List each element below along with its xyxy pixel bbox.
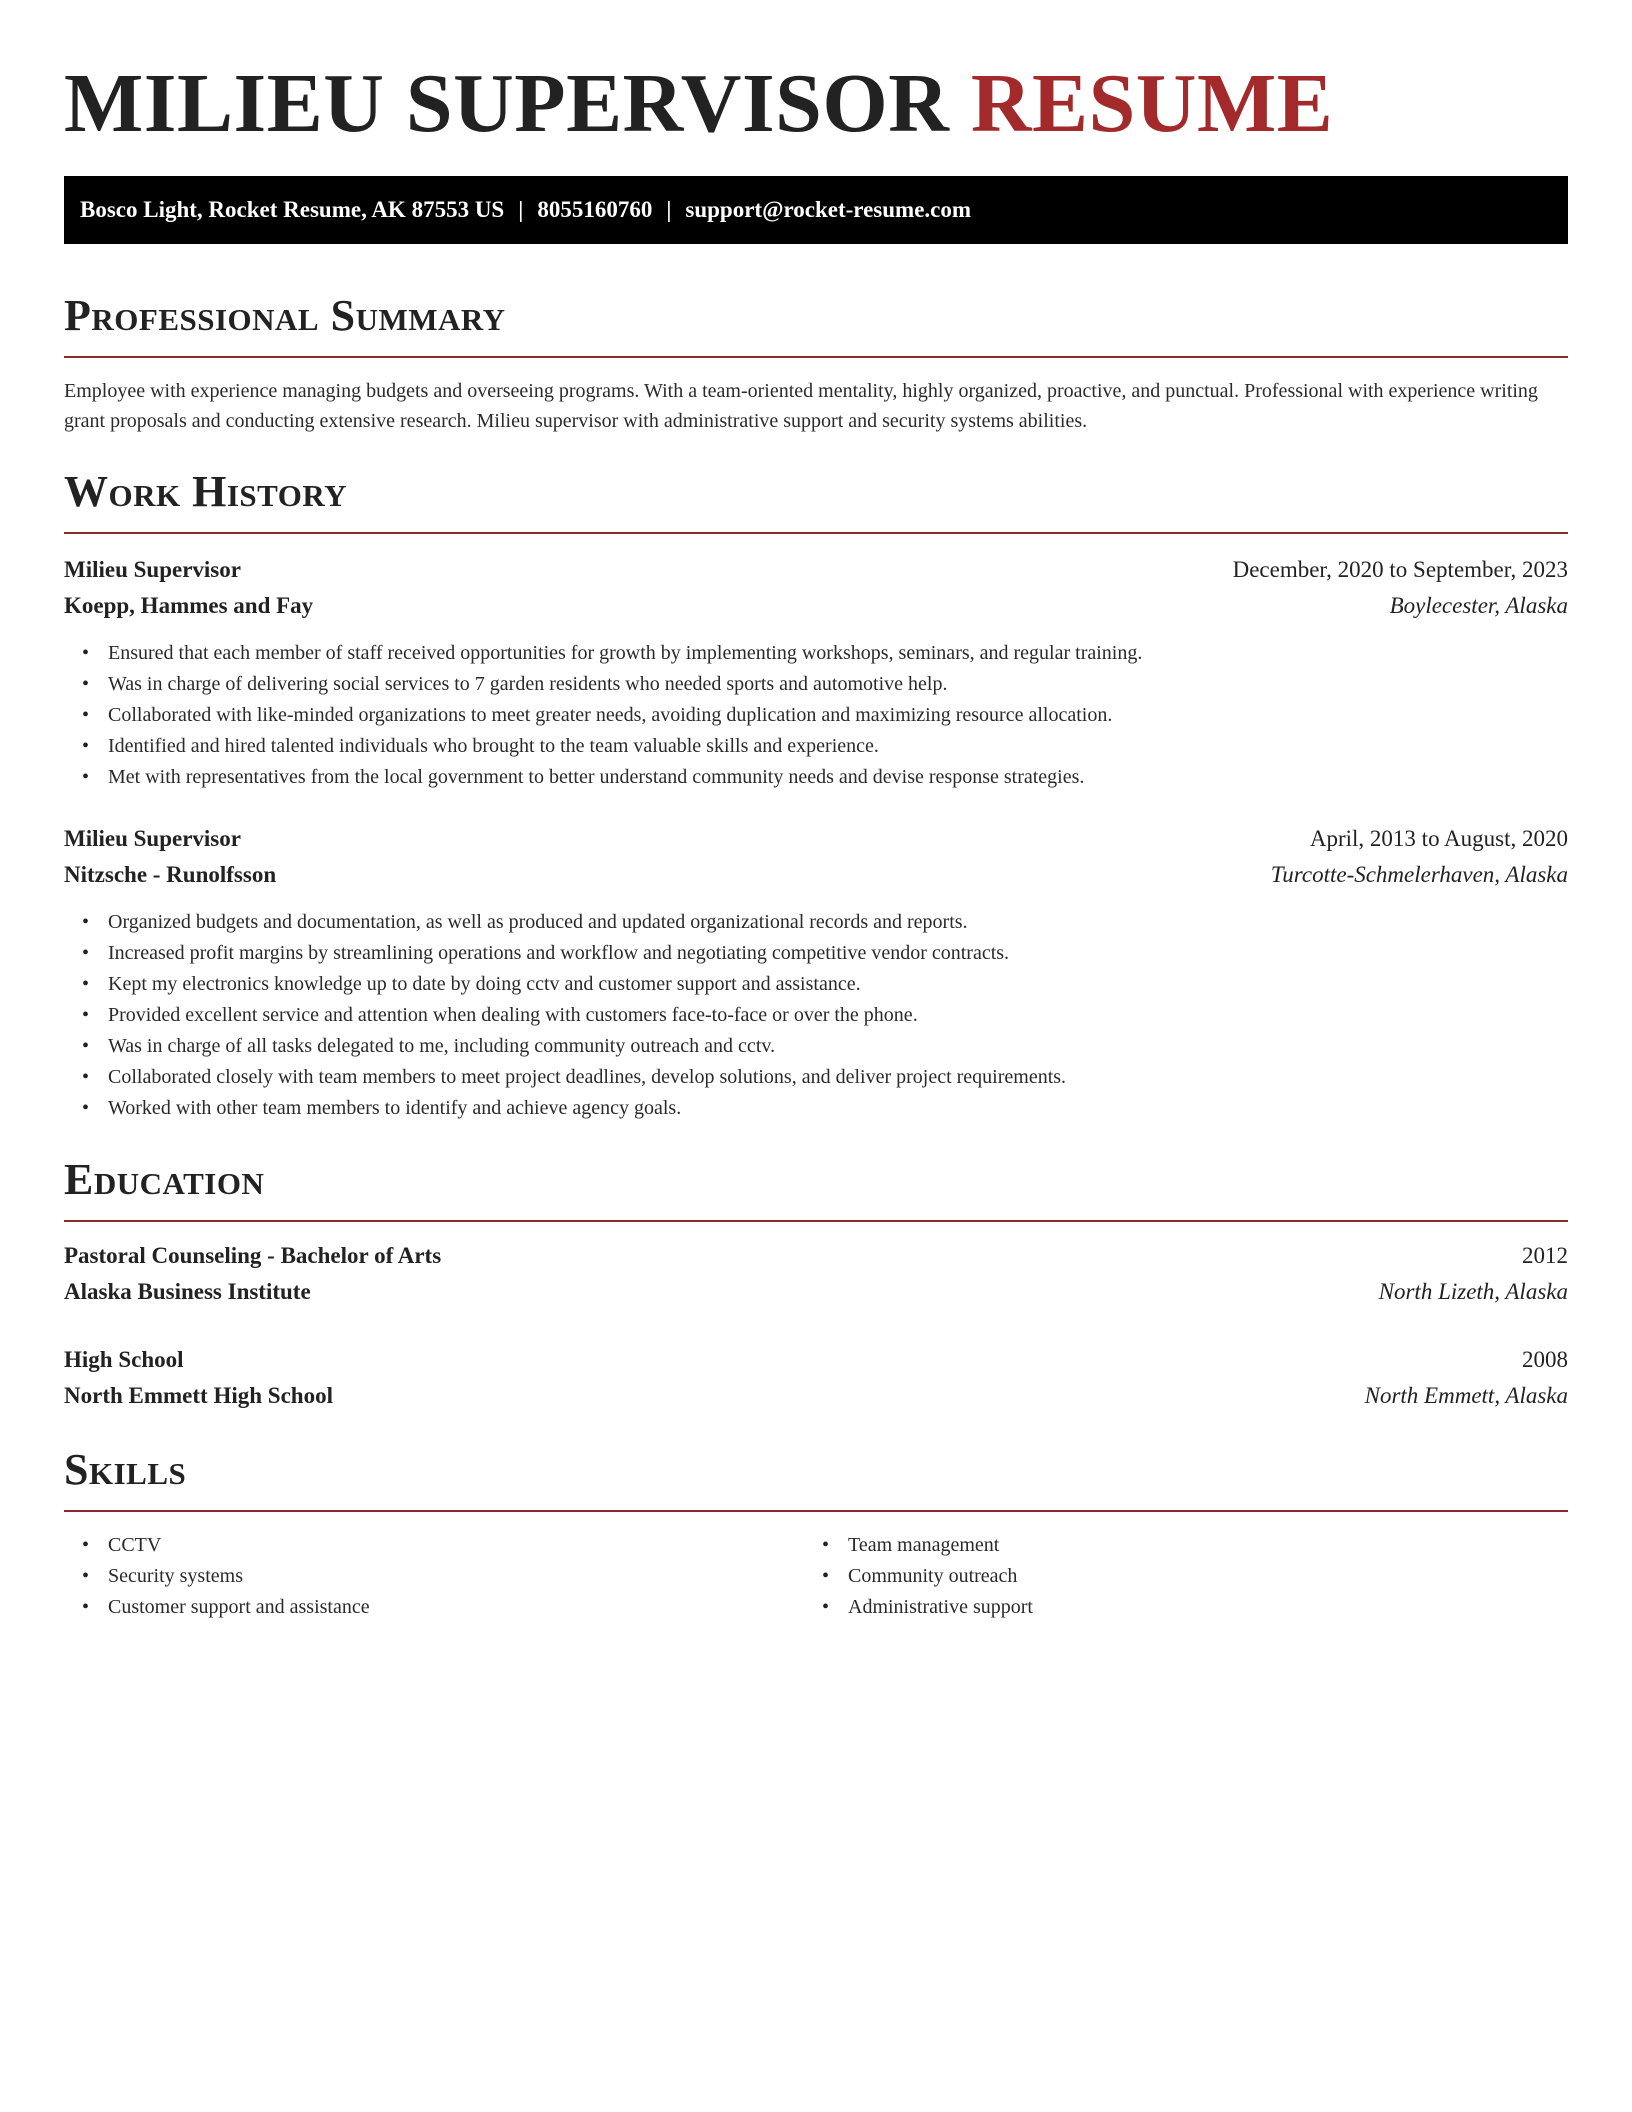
job-duties-list xyxy=(64,638,1568,793)
contact-address: Bosco Light, Rocket Resume, AK 87553 US xyxy=(80,197,505,222)
job-title: Milieu Supervisor xyxy=(64,557,241,582)
summary-text: Employee with experience managing budgets and overseeing programs. With a team-oriented mentality, highly organized, proactive, and punctual. Professional with experience writing grant proposals and conducting extensive research. Milieu supervisor with administrative support and security systems abilities. xyxy=(64,380,1538,432)
skills-column-left xyxy=(64,1530,804,1623)
school-location: North Lizeth, Alaska xyxy=(1378,1279,1568,1304)
work-entry-subheader xyxy=(64,588,1568,624)
list-item: • Organized budgets and documentation, as well as produced and updated organizational records and reports. xyxy=(108,907,1568,938)
skill-item: • Administrative support xyxy=(848,1592,1544,1623)
summary-heading: Professional Summary xyxy=(64,290,1568,358)
list-item: • Worked with other team members to identify and achieve agency goals. xyxy=(108,1093,1568,1124)
school-name: Alaska Business Institute xyxy=(64,1279,311,1304)
contact-phone: 8055160760 xyxy=(537,197,653,222)
list-item: • Collaborated closely with team members to meet project deadlines, develop solutions, and deliver project requirements. xyxy=(108,1062,1568,1093)
list-item: • Increased profit margins by streamlining operations and workflow and negotiating competitive vendor contracts. xyxy=(108,938,1568,969)
work-entry-header xyxy=(64,552,1568,588)
work-entry xyxy=(64,821,1568,1124)
list-item: • Provided excellent service and attention when dealing with customers face-to-face or over the phone. xyxy=(108,1000,1568,1031)
school-location: North Emmett, Alaska xyxy=(1364,1383,1568,1408)
graduation-year: 2012 xyxy=(1522,1243,1568,1268)
education-entry-header xyxy=(64,1238,1568,1274)
job-location: Turcotte-Schmelerhaven, Alaska xyxy=(1270,862,1568,887)
graduation-year: 2008 xyxy=(1522,1347,1568,1372)
education-entry xyxy=(64,1342,1568,1414)
work-entry xyxy=(64,552,1568,793)
degree-name: Pastoral Counseling - Bachelor of Arts xyxy=(64,1243,442,1268)
degree-name: High School xyxy=(64,1347,184,1372)
list-item: • Met with representatives from the local government to better understand community needs and devise response strategies. xyxy=(108,762,1568,793)
skills-column-right xyxy=(804,1530,1544,1623)
work-history-heading: Work History xyxy=(64,466,1568,534)
skill-item: • Security systems xyxy=(108,1561,804,1592)
education-heading: Education xyxy=(64,1154,1568,1222)
company-name: Nitzsche - Runolfsson xyxy=(64,862,277,887)
work-entry-subheader xyxy=(64,857,1568,893)
list-item: • Collaborated with like-minded organizations to meet greater needs, avoiding duplication and maximizing resource allocation. xyxy=(108,700,1568,731)
skills-list xyxy=(804,1530,1544,1623)
list-item: • Was in charge of all tasks delegated to me, including community outreach and cctv. xyxy=(108,1031,1568,1062)
resume-title xyxy=(64,0,1568,152)
skills-heading: Skills xyxy=(64,1444,1568,1512)
school-name: North Emmett High School xyxy=(64,1383,333,1408)
skill-item: • Customer support and assistance xyxy=(108,1592,804,1623)
list-item: • Kept my electronics knowledge up to date by doing cctv and customer support and assistance. xyxy=(108,969,1568,1000)
title-accent: RESUME xyxy=(970,57,1334,150)
education-entry-subheader xyxy=(64,1274,1568,1310)
skill-item: • Team management xyxy=(848,1530,1544,1561)
company-name: Koepp, Hammes and Fay xyxy=(64,593,314,618)
resume-page xyxy=(64,0,1568,1623)
education-entry xyxy=(64,1238,1568,1310)
contact-separator: | xyxy=(518,197,524,222)
skills-grid xyxy=(64,1530,1568,1623)
skill-item: • Community outreach xyxy=(848,1561,1544,1592)
list-item: • Identified and hired talented individuals who brought to the team valuable skills and experience. xyxy=(108,731,1568,762)
contact-separator: | xyxy=(666,197,672,222)
list-item: • Ensured that each member of staff received opportunities for growth by implementing workshops, seminars, and regular training. xyxy=(108,638,1568,669)
job-location: Boylecester, Alaska xyxy=(1389,593,1568,618)
education-entry-subheader xyxy=(64,1378,1568,1414)
contact-bar xyxy=(64,176,1568,244)
skill-item: • CCTV xyxy=(108,1530,804,1561)
job-dates: April, 2013 to August, 2020 xyxy=(1309,826,1568,851)
list-item: • Was in charge of delivering social services to 7 garden residents who needed sports and automotive help. xyxy=(108,669,1568,700)
job-title: Milieu Supervisor xyxy=(64,826,241,851)
education-entry-header xyxy=(64,1342,1568,1378)
work-entry-header xyxy=(64,821,1568,857)
skills-list xyxy=(64,1530,804,1623)
title-main: MILIEU SUPERVISOR xyxy=(64,57,950,150)
job-dates: December, 2020 to September, 2023 xyxy=(1232,557,1568,582)
contact-email: support@rocket-resume.com xyxy=(685,197,972,222)
job-duties-list xyxy=(64,907,1568,1124)
